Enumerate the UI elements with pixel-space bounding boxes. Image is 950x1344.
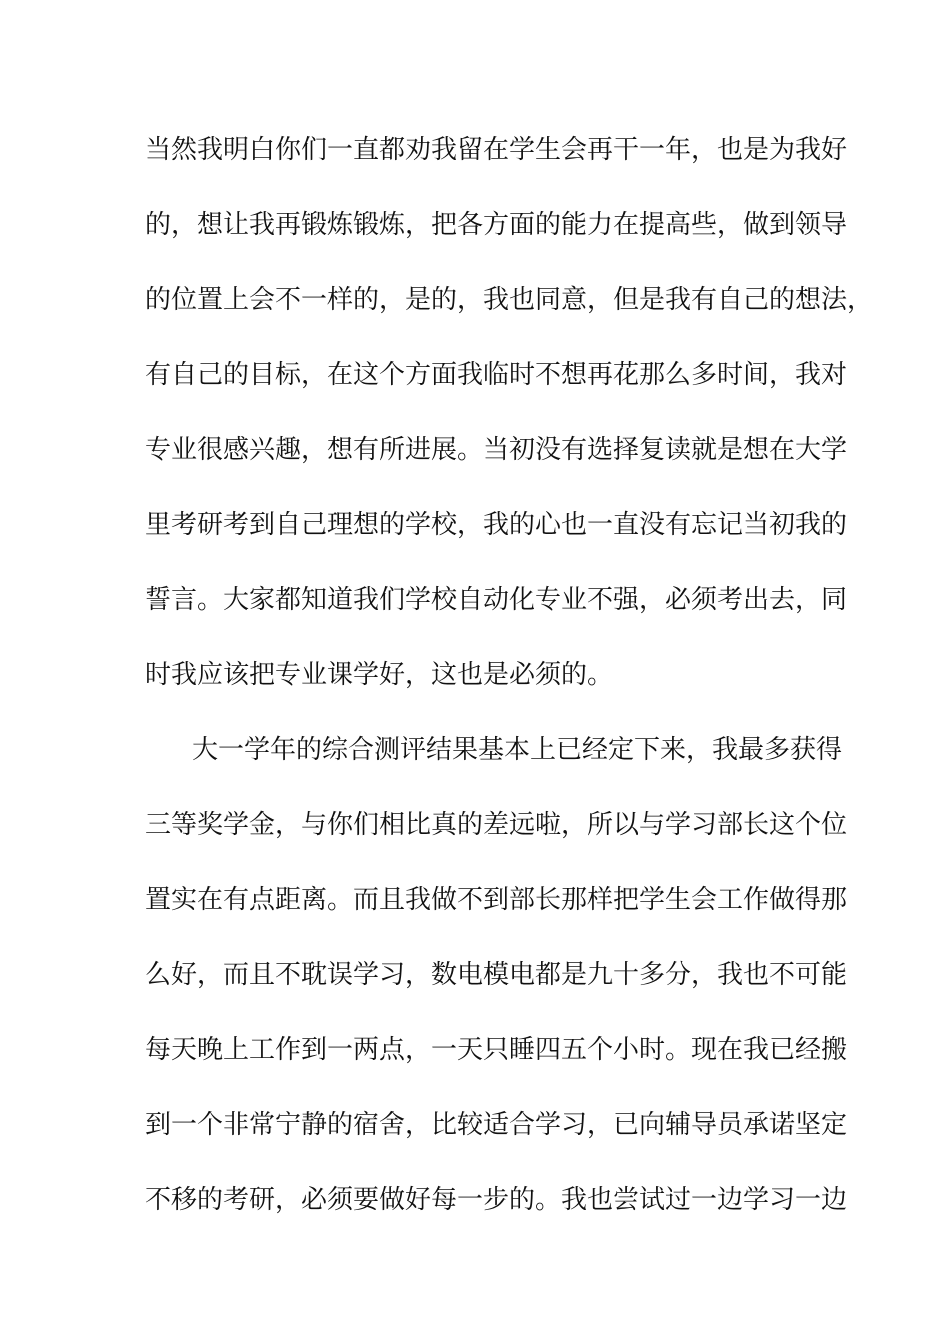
paragraph-2-line-5: 每天晚上工作到一两点，一天只睡四五个小时。现在我已经搬 <box>145 1035 848 1065</box>
paragraph-2-line-6: 到一个非常宁静的宿舍，比较适合学习，已向辅导员承诺坚定 <box>145 1110 848 1140</box>
paragraph-2-line-3: 置实在有点距离。而且我做不到部长那样把学生会工作做得那 <box>145 885 848 915</box>
paragraph-1-line-4: 有自己的目标，在这个方面我临时不想再花那么多时间，我对 <box>145 360 848 390</box>
paragraph-2-line-2: 三等奖学金，与你们相比真的差远啦，所以与学习部长这个位 <box>145 810 848 840</box>
paragraph-2-line-1: 大一学年的综合测评结果基本上已经定下来，我最多获得 <box>192 735 843 765</box>
paragraph-1-line-1: 当然我明白你们一直都劝我留在学生会再干一年，也是为我好 <box>145 135 848 165</box>
paragraph-1-line-2: 的，想让我再锻炼锻炼，把各方面的能力在提高些，做到领导 <box>145 210 848 240</box>
paragraph-1-line-7: 誓言。大家都知道我们学校自动化专业不强，必须考出去，同 <box>145 585 848 615</box>
paragraph-1-line-8: 时我应该把专业课学好，这也是必须的。 <box>145 660 614 690</box>
paragraph-2-line-4: 么好，而且不耽误学习，数电模电都是九十多分，我也不可能 <box>145 960 848 990</box>
paragraph-1-line-6: 里考研考到自己理想的学校，我的心也一直没有忘记当初我的 <box>145 510 848 540</box>
paragraph-2-line-7: 不移的考研，必须要做好每一步的。我也尝试过一边学习一边 <box>145 1185 848 1215</box>
paragraph-1-line-5: 专业很感兴趣，想有所进展。当初没有选择复读就是想在大学 <box>145 435 848 465</box>
paragraph-1-line-3: 的位置上会不一样的，是的，我也同意，但是我有自己的想法， <box>145 285 874 315</box>
